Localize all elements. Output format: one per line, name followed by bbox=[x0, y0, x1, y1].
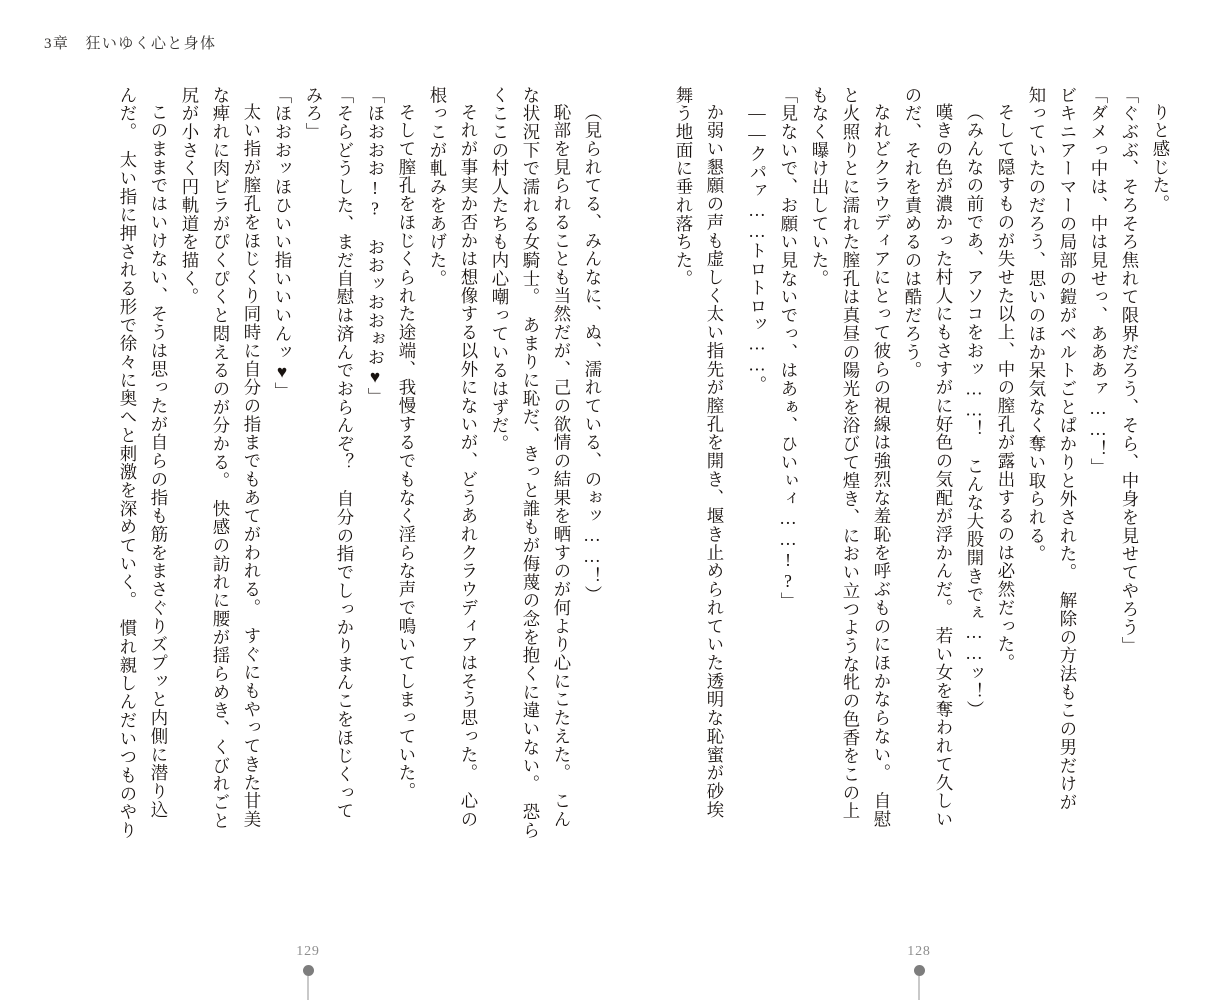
page-marker-dot-right bbox=[914, 965, 925, 976]
text-column: 「ほおおッほひいい指いいいんッ♥」 bbox=[272, 86, 292, 401]
text-column: な状況下で濡れる女騎士。 あまりに恥だ、きっと誰もが侮蔑の念を抱くに違いない。 恐ら bbox=[520, 86, 540, 840]
text-column: 舞う地面に垂れ落ちた。 bbox=[673, 86, 693, 288]
text-column: 嘆きの色が濃かった村人にもさすがに好色の気配が浮かんだ。 若い女を奪われて久しい bbox=[933, 103, 953, 829]
text-column: ――クパァ……トロトロッ……。 bbox=[747, 103, 767, 394]
text-column: このままではいけない、そうは思ったが自らの指も筋をまさぐりズプッと内側に潜り込 bbox=[148, 103, 168, 819]
text-column: 根っこが軋みをあげた。 bbox=[427, 86, 447, 288]
page-number-right: 128 bbox=[907, 944, 931, 959]
text-column: みろ」 bbox=[303, 86, 323, 142]
page-number-left: 129 bbox=[296, 944, 320, 959]
text-column: 「ダメっ中は、中は見せっ、あああァ……！」 bbox=[1088, 86, 1108, 477]
text-column: そして膣孔をほじくられた途端、我慢するでもなく淫らな声で鳴いてしまっていた。 bbox=[396, 103, 416, 801]
text-column: （見られてる、みんなに、ぬ、濡れている、のぉッ……！） bbox=[582, 103, 602, 604]
text-column: 恥部を見られることも当然だが、己の欲情の結果を晒すのが何より心にこたえた。 こん bbox=[551, 103, 571, 829]
text-column: んだ。 太い指に押される形で徐々に奥へと刺激を深めていく。 慣れ親しんだいつものやり bbox=[117, 86, 137, 840]
text-column: 「ぐぶぶ、そろそろ焦れて限界だろう、そら、中身を見せてやろう」 bbox=[1119, 86, 1139, 656]
text-column: りと感じた。 bbox=[1150, 103, 1170, 214]
text-column: もなく曝け出していた。 bbox=[809, 86, 829, 288]
text-column: そして隠すものが失せた以上、中の膣孔が露出するのは必然だった。 bbox=[995, 103, 1015, 673]
text-column: 「そらどうした、まだ自慰は済んでおらんぞ？ 自分の指でしっかりまんこをほじくって bbox=[334, 86, 354, 821]
text-spread bbox=[0, 86, 1224, 916]
chapter-header: 3章 狂いゆく心と身体 bbox=[44, 36, 217, 52]
text-column: と火照りとに濡れた膣孔は真昼の陽光を浴びて煌き、におい立つような牝の色香をこの上 bbox=[840, 86, 860, 821]
page-marker-dot-left bbox=[303, 965, 314, 976]
page-marker-left bbox=[273, 944, 343, 1000]
text-column: な痺れに肉ビラがぴくぴくと悶えるのが分かる。 快感の訪れに腰が揺らめき、くびれごと bbox=[210, 86, 230, 830]
text-column: 尻が小さく円軌道を描く。 bbox=[179, 86, 199, 307]
page-marker-stem-right bbox=[918, 976, 920, 1000]
text-column: 「見ないで、お願い見ないでっ、はあぁ、ひいぃィ……!?」 bbox=[778, 86, 798, 611]
page-marker-right bbox=[884, 944, 954, 1000]
text-column: 太い指が膣孔をほじくり同時に自分の指までもあてがわれる。 すぐにもやってきた甘美 bbox=[241, 103, 261, 829]
text-column: くここの村人たちも内心嘲っているはずだ。 bbox=[489, 86, 509, 454]
text-column: のだ、それを責めるのは酷だろう。 bbox=[902, 86, 922, 380]
text-column: 知っていたのだろう、思いのほか呆気なく奪い取られる。 bbox=[1026, 86, 1046, 564]
text-column: それが事実か否かは想像する以外にないが、どうあれクラウディアはそう思った。 心の bbox=[458, 103, 478, 829]
page-marker-stem-left bbox=[307, 976, 309, 1000]
text-column: なれどクラウディアにとって彼らの視線は強烈な羞恥を呼ぶものにほかならない。 自慰 bbox=[871, 103, 891, 829]
text-column: か弱い懇願の声も虚しく太い指先が膣孔を開き、堰き止められていた透明な恥蜜が砂埃 bbox=[704, 103, 724, 819]
text-column: 「ほおおお!? おおッおおぉお♥」 bbox=[365, 86, 385, 406]
text-column: ビキニアーマーの局部の鎧がベルトごとぱかりと外された。 解除の方法もこの男だけが bbox=[1057, 86, 1077, 812]
text-column: （みんなの前であ、アソコをおッ……！ こんな大股開きでぇ……ッ！） bbox=[964, 103, 984, 720]
